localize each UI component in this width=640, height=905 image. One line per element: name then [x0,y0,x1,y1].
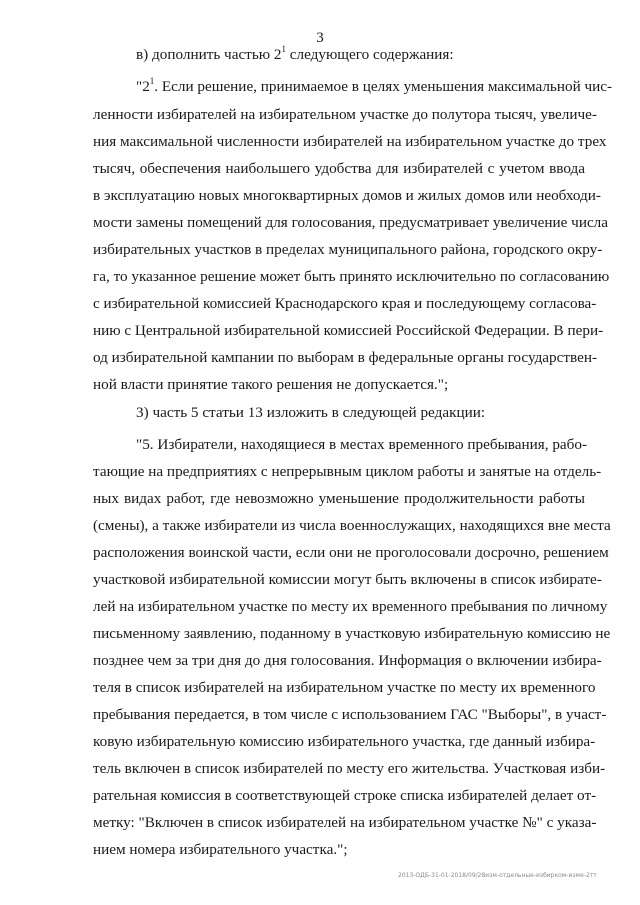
paragraph-2-1-line: в эксплуатацию новых многоквартирных домов и жилых домов или необходи- [93,187,601,204]
item-v-text: в) дополнить частью 2 [136,46,282,63]
paragraph-5-line: тающие на предприятиях с непрерывным циклом работы и занятые на отдель- [93,463,602,480]
paragraph-2-1-line: избирательных участков в пределах муниципального района, городского окру- [93,241,603,258]
paragraph-5-line: нием номера избирательного участка."; [93,841,348,858]
paragraph-5-line: лей на избирательном участке по месту их временного пребывания по личному [93,598,608,615]
paragraph-5-line: письменному заявлению, поданному в участковую избирательную комиссию не [93,625,611,642]
paragraph-2-1-superscript: 1 [149,76,155,86]
item-v-superscript: 1 [281,44,286,54]
paragraph-5-line: ных видах работ, где невозможно уменьшение продолжительности работы [93,490,585,507]
paragraph-2-1-line: с избирательной комиссией Краснодарского края и последующему согласова- [93,295,597,312]
item-v-tail: следующего содержания: [285,46,454,63]
paragraph-5-line: участковой избирательной комиссии могут быть включены в список избирате- [93,571,602,588]
paragraph-2-1-first-rest: . Если решение, принимаемое в целях уменьшения максимальной чис- [154,78,613,95]
paragraph-5-line: расположения воинской части, если они не проголосовали досрочно, решением [93,544,609,561]
paragraph-5-line: (смены), а также избиратели из числа военнослужащих, находящихся вне места [93,517,611,534]
paragraph-5-line: "5. Избиратели, находящиеся в местах временного пребывания, рабо- [136,436,588,453]
paragraph-2-1-line: ленности избирателей на избирательном участке до полутора тысяч, увеличе- [93,106,597,123]
paragraph-2-1-line: ния максимальной численности избирателей на избирательном участке до трех [93,133,607,150]
paragraph-5-line: ковую избирательную комиссию избирательного участка, где данный избира- [93,733,596,750]
item-3-line: 3) часть 5 статьи 13 изложить в следующей редакции: [136,404,486,421]
paragraph-5-line: рательная комиссия в соответствующей строке списка избирателей делает от- [93,787,597,804]
paragraph-5-line: позднее чем за три дня до дня голосования. Информация о включении избира- [93,652,602,669]
paragraph-5-line: пребывания передается, в том числе с использованием ГАС "Выборы", в участ- [93,706,607,723]
paragraph-2-1-line [136,76,613,97]
item-v-line [136,45,454,65]
paragraph-2-1-line: мости замены помещений для голосования, предусматривает увеличение числа [93,214,609,231]
paragraph-2-1-open: "2 [136,78,150,95]
paragraph-5-line: тель включен в список избирателей по месту его жительства. Участковая изби- [93,760,606,777]
paragraph-5-line: теля в список избирателей на избирательном участке по месту их временного [93,679,596,696]
paragraph-2-1-line: га, то указанное решение может быть принято исключительно по согласованию [93,268,610,285]
page-number: 3 [316,30,324,46]
paragraph-2-1-line: нию с Центральной избирательной комиссией Российской Федерации. В пери- [93,322,604,339]
paragraph-5-line: метку: "Включен в список избирателей на избирательном участке №" с указа- [93,814,597,831]
paragraph-2-1-line: од избирательной кампании по выборам в федеральные органы государствен- [93,349,598,366]
footer-file-path: 2013-ОДБ-31-01-2018/09/28изм-отдельные-избирком-изме-2тт [398,872,597,879]
paragraph-2-1-line: тысяч, обеспечения наибольшего удобства для избирателей с учетом ввода [93,160,585,177]
paragraph-2-1-line: ной власти принятие такого решения не допускается."; [93,376,449,393]
